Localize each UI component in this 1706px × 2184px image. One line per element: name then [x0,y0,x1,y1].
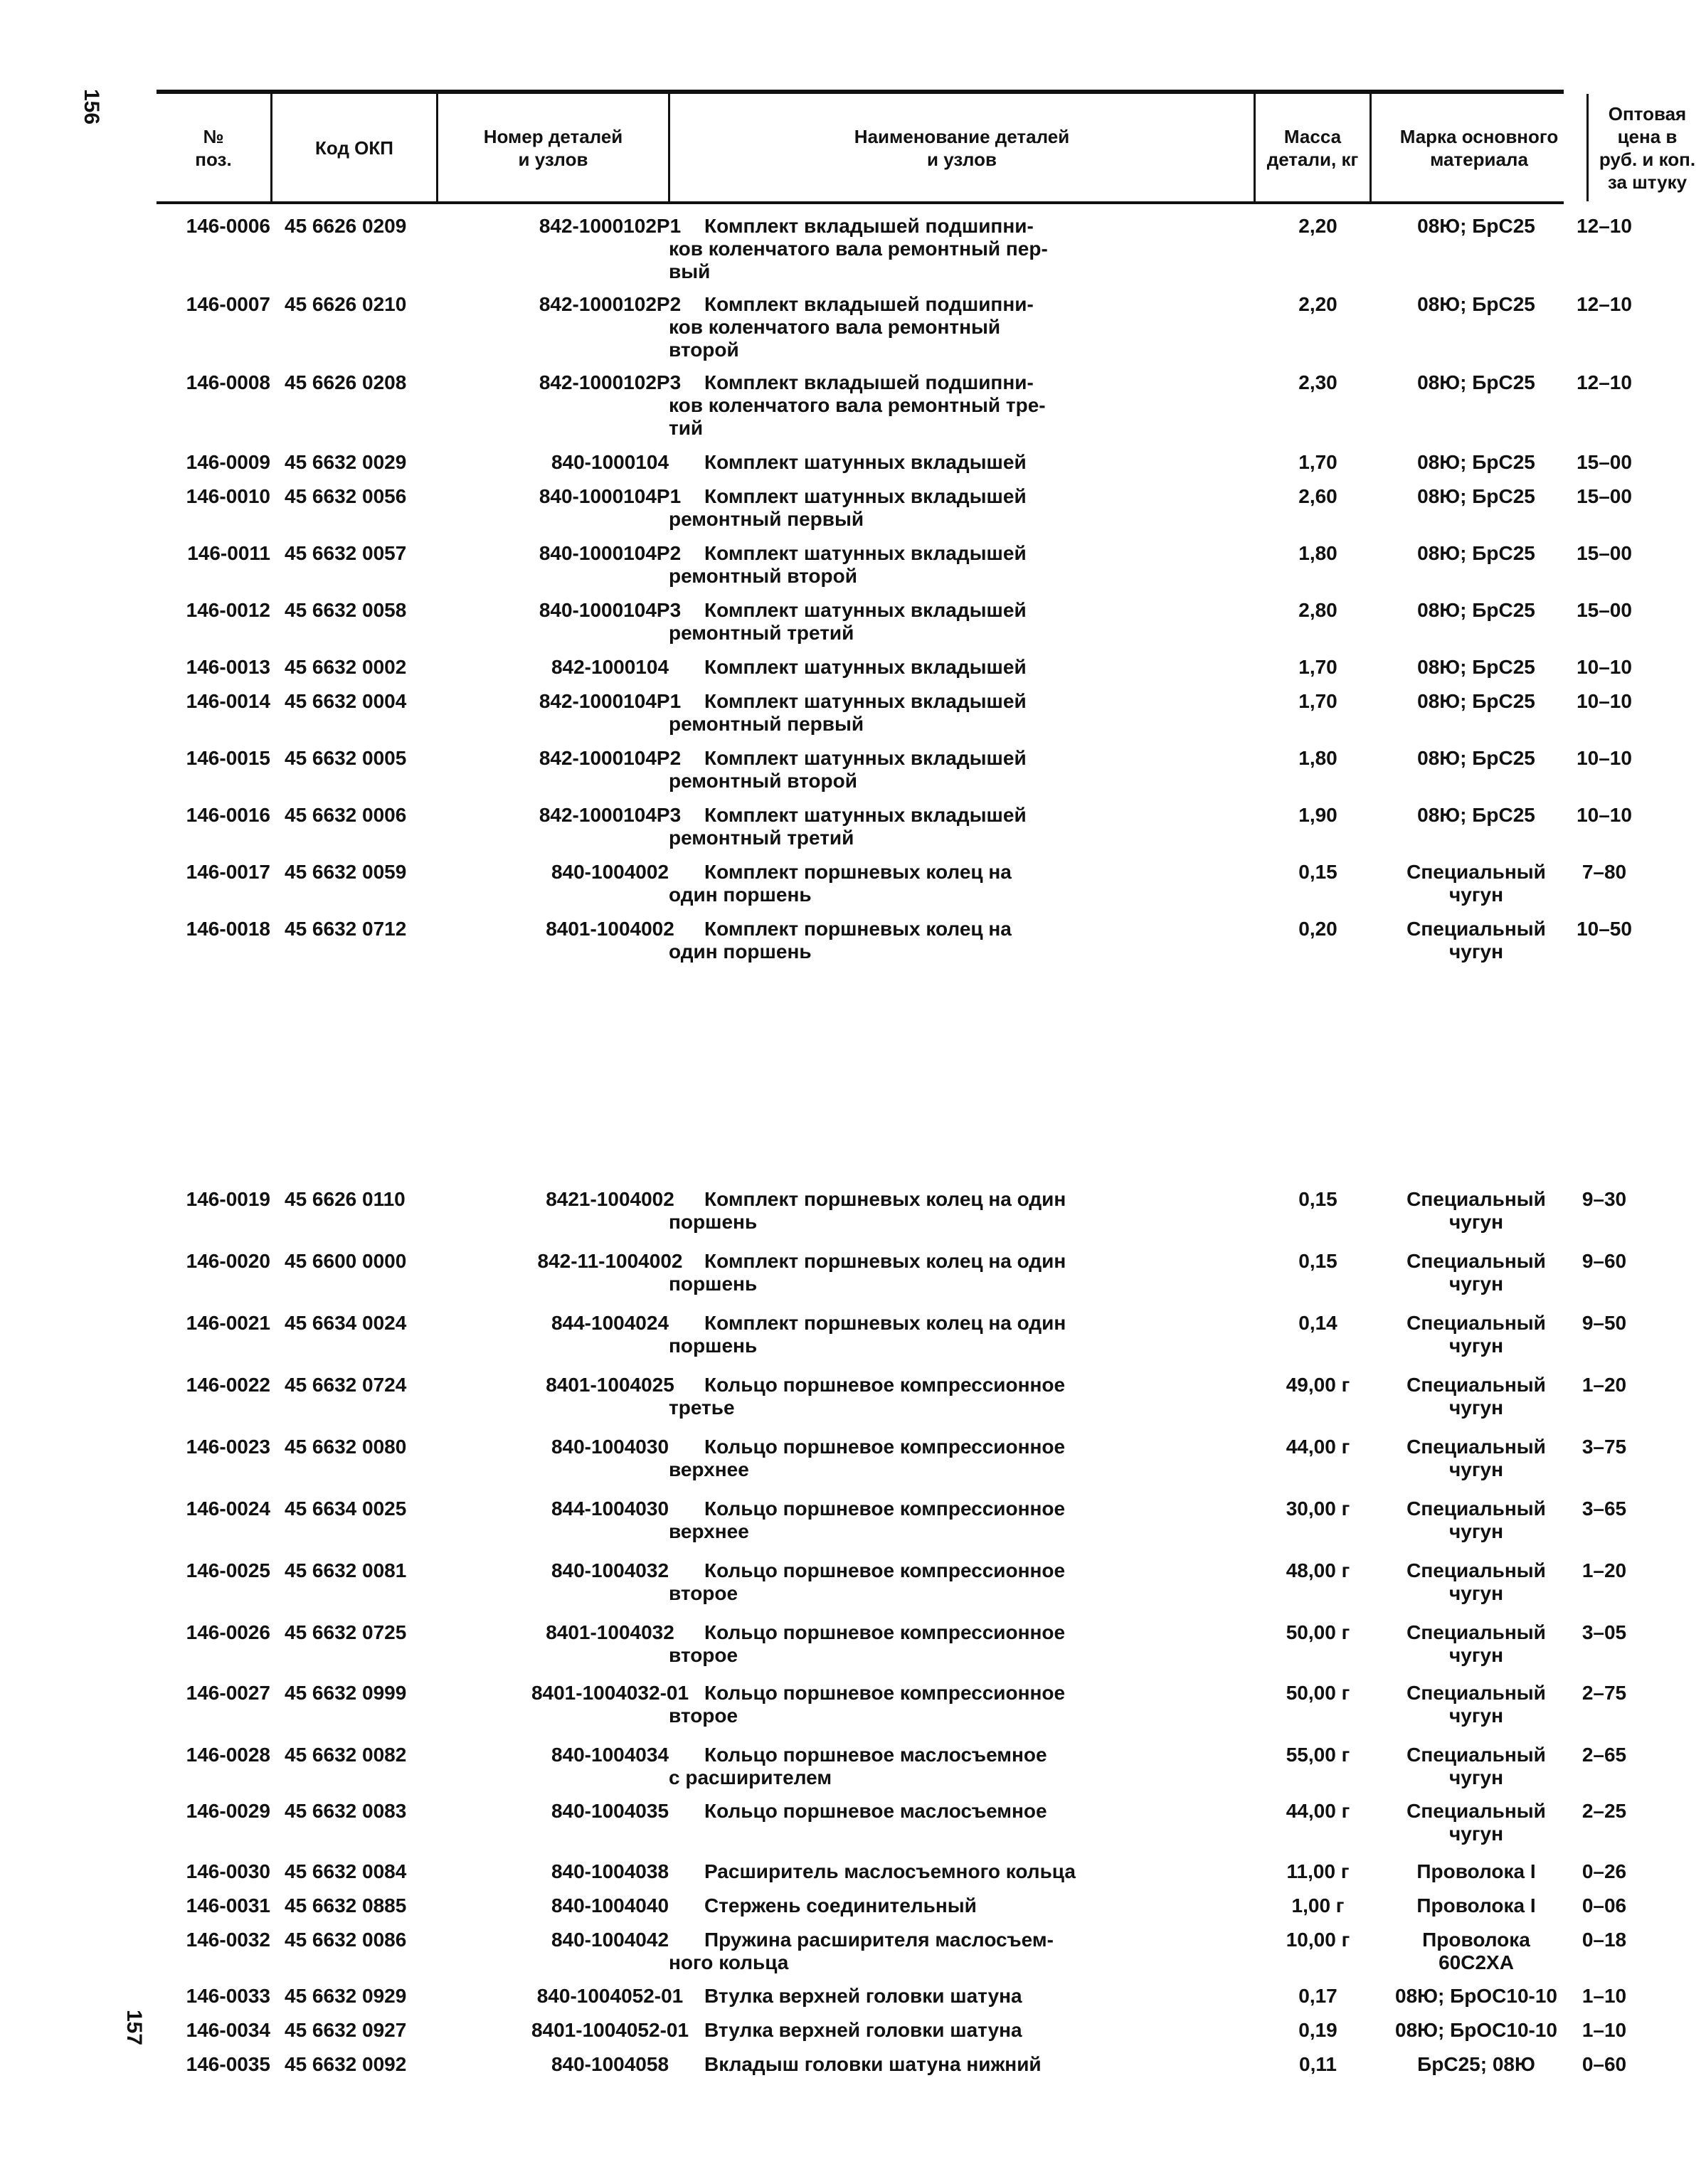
cell-number: 840-1004002 [551,861,669,883]
cell-name: Кольцо поршневое маслосъемное [704,1800,1047,1822]
cell-pos: 146-0016 [186,804,270,826]
cell-name: Пружина расширителя маслосъем- ного кольца [669,1929,1054,1973]
cell-price: 15–00 [1577,451,1632,473]
cell-pos: 146-0024 [186,1497,270,1520]
cell-mass: 1,70 [1298,451,1337,473]
cell-mass: 2,60 [1298,485,1337,507]
cell-material: 08Ю; БрС25 [1417,804,1535,826]
cell-okp: 45 6626 0208 [285,371,407,393]
header-pos: № поз. [195,125,232,170]
cell-mass: 44,00 г [1286,1800,1350,1822]
cell-price: 7–80 [1582,861,1627,883]
cell-pos: 146-0019 [186,1188,270,1210]
cell-price: 9–30 [1582,1188,1627,1210]
cell-pos: 146-0007 [186,293,270,315]
cell-material: 08Ю; БрС25 [1417,371,1535,393]
cell-number: 840-1004042 [551,1929,669,1951]
cell-name: Втулка верхней головки шатуна [704,1985,1022,2007]
cell-mass: 1,70 [1298,656,1337,678]
cell-okp: 45 6632 0059 [285,861,407,883]
cell-material: 08Ю; БрС25 [1417,656,1535,678]
cell-name: Комплект поршневых колец на один поршень [669,1312,1066,1357]
header-okp: Код ОКП [315,137,393,159]
header-number: Номер деталей и узлов [483,125,623,170]
cell-name: Комплект вкладышей подшипни- ков коленчатого вала ремонтный пер- вый [669,215,1048,282]
cell-price: 10–10 [1577,690,1632,712]
cell-number: 840-1000104 [551,451,669,473]
cell-name: Кольцо поршневое компрессионное второе [669,1621,1066,1666]
cell-number: 842-1000104 [551,656,669,678]
cell-okp: 45 6632 0002 [285,656,407,678]
cell-number: 840-1000104Р1 [539,485,682,507]
cell-pos: 146-0030 [186,1860,270,1882]
cell-material: 08Ю; БрС25 [1417,451,1535,473]
header-name: Наименование деталей и узлов [854,125,1070,170]
cell-name: Комплект поршневых колец на один поршень [669,1250,1066,1295]
cell-name: Комплект шатунных вкладышей ремонтный второй [669,747,1027,792]
cell-number: 8401-1004032-01 [531,1682,689,1704]
cell-material: Специальный чугун [1406,1312,1546,1357]
cell-mass: 30,00 г [1286,1497,1350,1520]
table-header [157,94,1696,201]
cell-name: Комплект шатунных вкладышей ремонтный второй [669,542,1027,587]
cell-mass: 1,00 г [1291,1894,1345,1917]
cell-okp: 45 6626 0209 [285,215,407,237]
cell-mass: 0,15 [1298,861,1337,883]
cell-number: 840-1000104Р3 [539,599,682,621]
cell-okp: 45 6632 0006 [285,804,407,826]
cell-material: Проволока 60С2ХА [1422,1929,1530,1973]
cell-number: 842-1000102Р1 [539,215,682,237]
cell-number: 842-1000104Р2 [539,747,682,769]
cell-okp: 45 6632 0057 [285,542,407,564]
cell-mass: 0,14 [1298,1312,1337,1334]
cell-okp: 45 6634 0024 [285,1312,407,1334]
table-header-rule [157,201,1564,204]
cell-material: Специальный чугун [1406,861,1546,906]
cell-pos: 146-0034 [186,2019,270,2041]
cell-pos: 146-0006 [186,215,270,237]
cell-mass: 2,20 [1298,293,1337,315]
cell-okp: 45 6632 0725 [285,1621,407,1643]
cell-pos: 146-0013 [186,656,270,678]
cell-material: 08Ю; БрС25 [1417,485,1535,507]
cell-number: 840-1004034 [551,1744,669,1766]
cell-number: 842-1000104Р3 [539,804,682,826]
cell-material: Специальный чугун [1406,918,1546,963]
cell-mass: 49,00 г [1286,1374,1350,1396]
page-number-bottom: 157 [122,2010,146,2046]
cell-pos: 146-0031 [186,1894,270,1917]
cell-mass: 0,11 [1299,2053,1337,2075]
cell-name: Комплект шатунных вкладышей ремонтный первый [669,485,1027,530]
cell-number: 842-1000102Р3 [539,371,682,393]
cell-pos: 146-0026 [186,1621,270,1643]
cell-material: Специальный чугун [1406,1250,1546,1295]
cell-pos: 146-0021 [186,1312,270,1334]
cell-material: БрС25; 08Ю [1417,2053,1535,2075]
cell-name: Комплект шатунных вкладышей ремонтный третий [669,804,1027,849]
header-mass: Масса детали, кг [1266,125,1359,170]
cell-pos: 146-0029 [186,1800,270,1822]
cell-material: 08Ю; БрС25 [1417,542,1535,564]
cell-mass: 2,80 [1298,599,1337,621]
cell-name: Комплект поршневых колец на один поршень [669,918,1012,963]
cell-okp: 45 6632 0929 [285,1985,407,2007]
cell-price: 9–50 [1582,1312,1627,1334]
cell-mass: 2,30 [1298,371,1337,393]
cell-name: Кольцо поршневое компрессионное третье [669,1374,1066,1419]
cell-pos: 146-0010 [186,485,270,507]
cell-okp: 45 6632 0056 [285,485,407,507]
cell-pos: 146-0027 [186,1682,270,1704]
cell-name: Вкладыш головки шатуна нижний [704,2053,1042,2075]
cell-price: 2–65 [1582,1744,1627,1766]
cell-number: 8401-1004025 [546,1374,674,1396]
cell-number: 8401-1004032 [546,1621,674,1643]
cell-number: 840-1004032 [551,1559,669,1581]
cell-name: Комплект поршневых колец на один поршень [669,1188,1066,1233]
cell-number: 840-1004038 [551,1860,669,1882]
cell-material: Проволока I [1416,1894,1536,1917]
cell-number: 844-1004024 [551,1312,669,1334]
cell-material: Проволока I [1416,1860,1536,1882]
cell-okp: 45 6632 0029 [285,451,407,473]
cell-price: 3–05 [1582,1621,1627,1643]
cell-number: 840-1004030 [551,1436,669,1458]
cell-price: 15–00 [1577,485,1632,507]
cell-pos: 146-0023 [186,1436,270,1458]
cell-price: 10–10 [1577,656,1632,678]
cell-price: 15–00 [1577,599,1632,621]
cell-okp: 45 6632 0058 [285,599,407,621]
cell-number: 840-1004035 [551,1800,669,1822]
cell-material: Специальный чугун [1406,1682,1546,1727]
cell-material: 08Ю; БрС25 [1417,215,1535,237]
cell-name: Комплект шатунных вкладышей [704,451,1027,473]
cell-price: 1–10 [1582,1985,1627,2007]
cell-okp: 45 6626 0210 [285,293,407,315]
cell-okp: 45 6632 0092 [285,2053,407,2075]
cell-okp: 45 6632 0927 [285,2019,407,2041]
cell-mass: 0,20 [1298,918,1337,940]
cell-price: 10–50 [1577,918,1632,940]
cell-name: Кольцо поршневое компрессионное верхнее [669,1497,1066,1542]
cell-mass: 50,00 г [1286,1682,1350,1704]
cell-name: Комплект поршневых колец на один поршень [669,861,1012,906]
cell-material: 08Ю; БрС25 [1417,599,1535,621]
header-material: Марка основного материала [1399,125,1559,170]
cell-price: 1–20 [1582,1559,1627,1581]
cell-material: Специальный чугун [1406,1559,1546,1604]
cell-price: 1–10 [1582,2019,1627,2041]
cell-name: Комплект шатунных вкладышей ремонтный третий [669,599,1027,644]
cell-price: 2–75 [1582,1682,1627,1704]
cell-material: Специальный чугун [1406,1621,1546,1666]
cell-mass: 44,00 г [1286,1436,1350,1458]
cell-pos: 146-0017 [186,861,270,883]
cell-name: Расширитель маслосъемного кольца [704,1860,1076,1882]
cell-mass: 55,00 г [1286,1744,1350,1766]
cell-name: Кольцо поршневое компрессионное второе [669,1559,1066,1604]
cell-mass: 1,90 [1298,804,1337,826]
cell-pos: 146-0025 [186,1559,270,1581]
cell-name: Комплект вкладышей подшипни- ков коленчатого вала ремонтный тре- тий [669,371,1046,439]
cell-pos: 146-0012 [186,599,270,621]
cell-okp: 45 6632 0005 [285,747,407,769]
cell-price: 15–00 [1577,542,1632,564]
cell-pos: 146-0015 [186,747,270,769]
cell-number: 842-1000104Р1 [539,690,682,712]
cell-number: 840-1004052-01 [536,1985,684,2007]
cell-pos: 146-0035 [186,2053,270,2075]
cell-number: 840-1004040 [551,1894,669,1917]
cell-price: 10–10 [1577,804,1632,826]
cell-mass: 1,70 [1298,690,1337,712]
cell-pos: 146-0018 [186,918,270,940]
cell-material: Специальный чугун [1406,1497,1546,1542]
cell-material: 08Ю; БрС25 [1417,293,1535,315]
cell-mass: 10,00 г [1286,1929,1350,1951]
cell-material: Специальный чугун [1406,1800,1546,1845]
cell-okp: 45 6632 0084 [285,1860,407,1882]
cell-okp: 45 6632 0082 [285,1744,407,1766]
cell-okp: 45 6632 0086 [285,1929,407,1951]
cell-material: Специальный чугун [1406,1188,1546,1233]
cell-price: 0–06 [1582,1894,1627,1917]
cell-pos: 146-0020 [186,1250,270,1272]
cell-name: Кольцо поршневое компрессионное верхнее [669,1436,1066,1480]
cell-okp: 45 6626 0110 [285,1188,406,1210]
cell-material: 08Ю; БрС25 [1417,690,1535,712]
cell-number: 840-1000104Р2 [539,542,682,564]
cell-pos: 146-0032 [186,1929,270,1951]
cell-number: 8401-1004052-01 [531,2019,689,2041]
cell-pos: 146-0014 [186,690,270,712]
cell-mass: 11,00 г [1286,1860,1350,1882]
cell-name: Комплект вкладышей подшипни- ков коленчатого вала ремонтный второй [669,293,1034,361]
cell-okp: 45 6632 0004 [285,690,407,712]
cell-number: 844-1004030 [551,1497,669,1520]
cell-material: Специальный чугун [1406,1436,1546,1480]
cell-price: 10–10 [1577,747,1632,769]
cell-name: Кольцо поршневое маслосъемное с расширителем [669,1744,1047,1788]
cell-price: 9–60 [1582,1250,1627,1272]
cell-pos: 146-0033 [186,1985,270,2007]
cell-pos: 146-0009 [186,451,270,473]
cell-pos: 146-0028 [186,1744,270,1766]
cell-okp: 45 6632 0885 [285,1894,407,1917]
cell-okp: 45 6634 0025 [285,1497,407,1520]
cell-pos: 146-0008 [186,371,270,393]
cell-number: 842-11-1004002 [537,1250,683,1272]
cell-price: 0–26 [1582,1860,1627,1882]
cell-number: 840-1004058 [551,2053,669,2075]
cell-price: 3–75 [1582,1436,1627,1458]
cell-number: 842-1000102Р2 [539,293,682,315]
cell-mass: 0,19 [1298,2019,1337,2041]
cell-mass: 0,15 [1298,1250,1337,1272]
cell-pos: 146-0022 [186,1374,270,1396]
cell-price: 0–60 [1582,2053,1627,2075]
cell-mass: 1,80 [1298,747,1337,769]
cell-okp: 45 6632 0083 [285,1800,407,1822]
cell-name: Кольцо поршневое компрессионное второе [669,1682,1066,1727]
cell-mass: 1,80 [1298,542,1337,564]
cell-mass: 48,00 г [1286,1559,1350,1581]
cell-okp: 45 6632 0712 [285,918,407,940]
cell-okp: 45 6600 0000 [285,1250,407,1272]
cell-okp: 45 6632 0080 [285,1436,407,1458]
page-number-top: 156 [80,89,103,125]
cell-price: 0–18 [1582,1929,1627,1951]
cell-name: Комплект шатунных вкладышей ремонтный первый [669,690,1027,735]
cell-okp: 45 6632 0081 [285,1559,407,1581]
header-price: Оптовая цена в руб. и коп. за штуку [1599,102,1696,193]
cell-mass: 0,15 [1298,1188,1337,1210]
cell-mass: 50,00 г [1286,1621,1350,1643]
cell-okp: 45 6632 0724 [285,1374,407,1396]
cell-material: 08Ю; БрОС10-10 [1395,2019,1557,2041]
cell-material: 08Ю; БрОС10-10 [1395,1985,1557,2007]
cell-number: 8401-1004002 [546,918,674,940]
cell-name: Стержень соединительный [704,1894,977,1917]
cell-price: 2–25 [1582,1800,1627,1822]
cell-material: 08Ю; БрС25 [1417,747,1535,769]
cell-name: Комплект шатунных вкладышей [704,656,1027,678]
cell-material: Специальный чугун [1406,1374,1546,1419]
cell-material: Специальный чугун [1406,1744,1546,1788]
cell-price: 12–10 [1577,293,1632,315]
cell-number: 8421-1004002 [546,1188,674,1210]
cell-price: 12–10 [1577,371,1632,393]
cell-price: 1–20 [1582,1374,1627,1396]
cell-name: Втулка верхней головки шатуна [704,2019,1022,2041]
cell-price: 12–10 [1577,215,1632,237]
cell-mass: 2,20 [1298,215,1337,237]
cell-okp: 45 6632 0999 [285,1682,407,1704]
cell-pos: 146-0011 [187,542,270,564]
cell-price: 3–65 [1582,1497,1627,1520]
cell-mass: 0,17 [1298,1985,1337,2007]
